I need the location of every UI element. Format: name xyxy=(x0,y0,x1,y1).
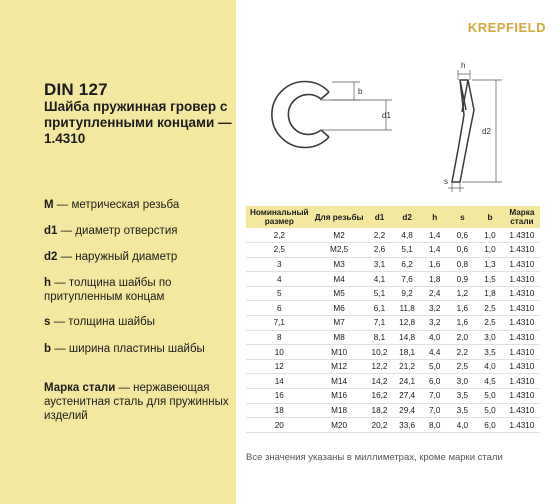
table-cell: 6,2 xyxy=(393,257,421,272)
table-cell: 4,5 xyxy=(476,374,504,389)
table-cell: 1,0 xyxy=(476,228,504,243)
table-cell: 1,0 xyxy=(476,243,504,258)
table-cell: M2,5 xyxy=(313,243,366,258)
table-row xyxy=(246,272,540,287)
table-header: Марка стали xyxy=(504,206,540,228)
table-cell: 8,1 xyxy=(366,330,394,345)
table-cell: 5,0 xyxy=(476,389,504,404)
legend-item: d2 — наружный диаметр xyxy=(44,251,178,263)
dimension-h xyxy=(458,70,470,80)
table-cell: 21,2 xyxy=(393,359,421,374)
table-cell: 1.4310 xyxy=(504,301,540,316)
table-cell: 0,6 xyxy=(449,243,477,258)
table-cell: 2,2 xyxy=(366,228,394,243)
table-cell: 2,4 xyxy=(421,286,449,301)
table-cell: 3,5 xyxy=(476,345,504,360)
table-cell: 4,0 xyxy=(449,418,477,433)
table-cell: 3,0 xyxy=(476,330,504,345)
table-cell: 0,6 xyxy=(449,228,477,243)
table-cell: 6,0 xyxy=(421,374,449,389)
table-row xyxy=(246,228,540,243)
table-cell: M3 xyxy=(313,257,366,272)
table-cell: 5,1 xyxy=(393,243,421,258)
table-header: Номинальный размер xyxy=(246,206,313,228)
table-cell: 7,0 xyxy=(421,389,449,404)
table-cell: 5,1 xyxy=(366,286,394,301)
table-header: b xyxy=(476,206,504,228)
table-cell: 5,0 xyxy=(476,403,504,418)
table-header: d2 xyxy=(393,206,421,228)
table-cell: 1.4310 xyxy=(504,228,540,243)
table-cell: 3 xyxy=(246,257,313,272)
table-cell: 12,2 xyxy=(366,359,394,374)
table-header: d1 xyxy=(366,206,394,228)
table-row xyxy=(246,418,540,433)
table-cell: M14 xyxy=(313,374,366,389)
table-cell: 8 xyxy=(246,330,313,345)
table-cell: 24,1 xyxy=(393,374,421,389)
table-header: h xyxy=(421,206,449,228)
table-cell: 1.4310 xyxy=(504,359,540,374)
legend-item: b — ширина пластины шайбы xyxy=(44,343,205,355)
table-cell: M8 xyxy=(313,330,366,345)
table-cell: 1.4310 xyxy=(504,286,540,301)
dimension-b xyxy=(332,82,360,100)
table-row xyxy=(246,286,540,301)
table-cell: 1,5 xyxy=(476,272,504,287)
table-cell: 20 xyxy=(246,418,313,433)
table-row xyxy=(246,374,540,389)
table-cell: 3,0 xyxy=(449,374,477,389)
table-cell: 2,5 xyxy=(246,243,313,258)
table-cell: M20 xyxy=(313,418,366,433)
table-cell: M12 xyxy=(313,359,366,374)
table-cell: 2,2 xyxy=(449,345,477,360)
table-row xyxy=(246,316,540,331)
table-cell: M10 xyxy=(313,345,366,360)
table-cell: 4,1 xyxy=(366,272,394,287)
table-row xyxy=(246,359,540,374)
table-cell: 9,2 xyxy=(393,286,421,301)
table-cell: 12 xyxy=(246,359,313,374)
washer-front-view xyxy=(272,82,329,148)
table-cell: M16 xyxy=(313,389,366,404)
table-cell: 1.4310 xyxy=(504,330,540,345)
table-cell: 6,0 xyxy=(476,418,504,433)
table-cell: 1,8 xyxy=(476,286,504,301)
table-cell: 20,2 xyxy=(366,418,394,433)
legend-item: Марка стали — нержавеющая аустенитная сталь для пружинных изделий xyxy=(44,382,229,422)
page-title: DIN 127 xyxy=(44,80,108,99)
table-cell: 1.4310 xyxy=(504,272,540,287)
table-cell: 2,5 xyxy=(449,359,477,374)
table-cell: 1.4310 xyxy=(504,403,540,418)
dimensions-table xyxy=(246,206,540,433)
table-cell: 1.4310 xyxy=(504,389,540,404)
table-cell: M5 xyxy=(313,286,366,301)
table-cell: 1,8 xyxy=(421,272,449,287)
table-cell: 29,4 xyxy=(393,403,421,418)
table-cell: 1,2 xyxy=(449,286,477,301)
table-row xyxy=(246,257,540,272)
table-cell: 6 xyxy=(246,301,313,316)
table-cell: 10 xyxy=(246,345,313,360)
legend-item: s — толщина шайбы xyxy=(44,316,156,328)
table-cell: 33,6 xyxy=(393,418,421,433)
legend-item: M — метрическая резьба xyxy=(44,199,180,211)
table-cell: M6 xyxy=(313,301,366,316)
table-cell: 18,1 xyxy=(393,345,421,360)
table-cell: 3,1 xyxy=(366,257,394,272)
table-row xyxy=(246,330,540,345)
table-cell: 7,1 xyxy=(366,316,394,331)
table-cell: 1,3 xyxy=(476,257,504,272)
table-cell: 1.4310 xyxy=(504,316,540,331)
table-cell: 4 xyxy=(246,272,313,287)
table-cell: 5,0 xyxy=(421,359,449,374)
table-cell: M18 xyxy=(313,403,366,418)
dimension-b-label: b xyxy=(358,87,363,96)
table-cell: 4,8 xyxy=(393,228,421,243)
dimension-h-label: h xyxy=(461,61,466,70)
table-cell: 3,5 xyxy=(449,403,477,418)
table-header: Для резьбы xyxy=(313,206,366,228)
table-cell: 7,0 xyxy=(421,403,449,418)
table-cell: 11,8 xyxy=(393,301,421,316)
table-cell: 1.4310 xyxy=(504,257,540,272)
table-cell: 2,5 xyxy=(476,316,504,331)
table-cell: 2,0 xyxy=(449,330,477,345)
table-cell: 8,0 xyxy=(421,418,449,433)
page-subtitle: Шайба пружинная гровер с притупленными концами — 1.4310 xyxy=(44,99,232,146)
table-cell: 5 xyxy=(246,286,313,301)
table-cell: 14 xyxy=(246,374,313,389)
dimension-d2-label: d2 xyxy=(482,127,491,136)
table-cell: 7,6 xyxy=(393,272,421,287)
legend-item: h — толщина шайбы по притупленным концам xyxy=(44,277,172,303)
table-cell: 1,6 xyxy=(449,301,477,316)
table-header-row xyxy=(246,206,540,228)
brand-logo: KREPFIELD xyxy=(467,20,546,35)
legend-item: d1 — диаметр отверстия xyxy=(44,225,178,237)
table-cell: 1,6 xyxy=(421,257,449,272)
table-row xyxy=(246,389,540,404)
units-note: Все значения указаны в миллиметрах, кроме марки стали xyxy=(246,452,503,463)
table-cell: 14,2 xyxy=(366,374,394,389)
table-cell: 1.4310 xyxy=(504,418,540,433)
table-cell: 10,2 xyxy=(366,345,394,360)
info-panel xyxy=(0,0,236,504)
table-cell: 2,6 xyxy=(366,243,394,258)
table-cell: M2 xyxy=(313,228,366,243)
table-cell: 1.4310 xyxy=(504,243,540,258)
table-cell: 3,5 xyxy=(449,389,477,404)
table-cell: M4 xyxy=(313,272,366,287)
table-cell: 0,8 xyxy=(449,257,477,272)
table-row xyxy=(246,403,540,418)
table-cell: 1.4310 xyxy=(504,374,540,389)
table-cell: M7 xyxy=(313,316,366,331)
table-cell: 0,9 xyxy=(449,272,477,287)
table-cell: 4,0 xyxy=(421,330,449,345)
table-cell: 16,2 xyxy=(366,389,394,404)
dimension-d1-label: d1 xyxy=(382,111,391,120)
table-row xyxy=(246,301,540,316)
table-cell: 1.4310 xyxy=(504,345,540,360)
table-cell: 2,2 xyxy=(246,228,313,243)
table-cell: 7,1 xyxy=(246,316,313,331)
table-row xyxy=(246,243,540,258)
table-cell: 3,2 xyxy=(421,301,449,316)
table-cell: 16 xyxy=(246,389,313,404)
dimension-s-label: s xyxy=(444,177,448,186)
washer-side-view xyxy=(452,80,474,182)
table-cell: 4,0 xyxy=(476,359,504,374)
table-cell: 18,2 xyxy=(366,403,394,418)
table-cell: 14,8 xyxy=(393,330,421,345)
table-cell: 2,5 xyxy=(476,301,504,316)
table-cell: 4,4 xyxy=(421,345,449,360)
table-cell: 1,4 xyxy=(421,243,449,258)
washer-drawing xyxy=(236,0,560,200)
table-cell: 1,6 xyxy=(449,316,477,331)
table-cell: 18 xyxy=(246,403,313,418)
table-cell: 6,1 xyxy=(366,301,394,316)
table-cell: 12,8 xyxy=(393,316,421,331)
dimension-s xyxy=(448,182,464,192)
table-cell: 3,2 xyxy=(421,316,449,331)
table-row xyxy=(246,345,540,360)
table-header: s xyxy=(449,206,477,228)
table-cell: 27,4 xyxy=(393,389,421,404)
table-cell: 1,4 xyxy=(421,228,449,243)
